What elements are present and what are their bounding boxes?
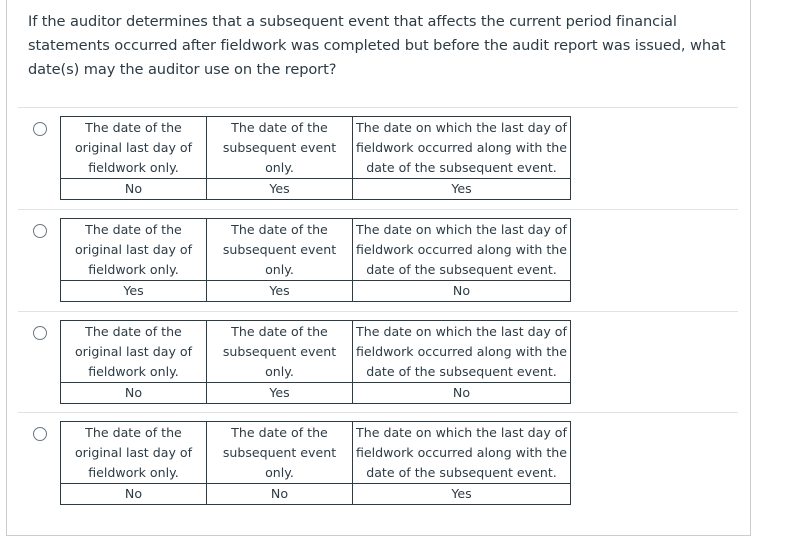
option-cell-subsequent-date: The date of the subsequent event only.	[207, 422, 353, 484]
option-value-3: No	[452, 385, 471, 400]
option-value-2: Yes	[207, 383, 353, 404]
answer-option-4[interactable]	[18, 412, 738, 515]
radio-button[interactable]	[33, 122, 47, 136]
option-cell-dual-date: The date on which the last day of fieldwork occurred along with the date of the subsequent event.	[353, 219, 571, 281]
radio-button[interactable]	[33, 427, 47, 441]
question-text: If the auditor determines that a subsequent event that affects the current period financial statements occurred after fieldwork was completed but before the audit report was issued, what date(s) may the auditor use on the report?	[28, 13, 726, 78]
option-value-2: Yes	[207, 179, 353, 200]
answer-table	[60, 116, 571, 200]
option-value-1: No	[61, 484, 207, 505]
option-value-1: Yes	[61, 281, 207, 302]
option-cell-subsequent-date: The date of the subsequent event only.	[207, 117, 353, 179]
option-cell-original-date: The date of the original last day of fieldwork only.	[61, 219, 207, 281]
option-value-3: Yes	[451, 486, 472, 501]
option-value-3: No	[452, 283, 471, 298]
option-cell-dual-date: The date on which the last day of fieldwork occurred along with the date of the subsequent event.	[353, 117, 571, 179]
option-value-2: Yes	[207, 281, 353, 302]
answer-table	[60, 320, 571, 404]
option-value-1: No	[61, 383, 207, 404]
option-cell-subsequent-date: The date of the subsequent event only.	[207, 219, 353, 281]
answer-option-1[interactable]	[18, 107, 738, 210]
radio-button[interactable]	[33, 224, 47, 238]
option-cell-subsequent-date: The date of the subsequent event only.	[207, 321, 353, 383]
answer-option-3[interactable]	[18, 311, 738, 414]
answer-table	[60, 218, 571, 302]
radio-button[interactable]	[33, 326, 47, 340]
option-cell-dual-date: The date on which the last day of fieldwork occurred along with the date of the subsequent event.	[353, 422, 571, 484]
answer-option-2[interactable]	[18, 209, 738, 312]
option-cell-dual-date: The date on which the last day of fieldwork occurred along with the date of the subsequent event.	[353, 321, 571, 383]
option-cell-original-date: The date of the original last day of fieldwork only.	[61, 321, 207, 383]
question-card	[6, 0, 751, 536]
option-value-1: No	[61, 179, 207, 200]
option-value-3: Yes	[451, 181, 472, 196]
answer-table	[60, 421, 571, 505]
option-cell-original-date: The date of the original last day of fieldwork only.	[61, 117, 207, 179]
option-value-2: No	[207, 484, 353, 505]
option-cell-original-date: The date of the original last day of fieldwork only.	[61, 422, 207, 484]
